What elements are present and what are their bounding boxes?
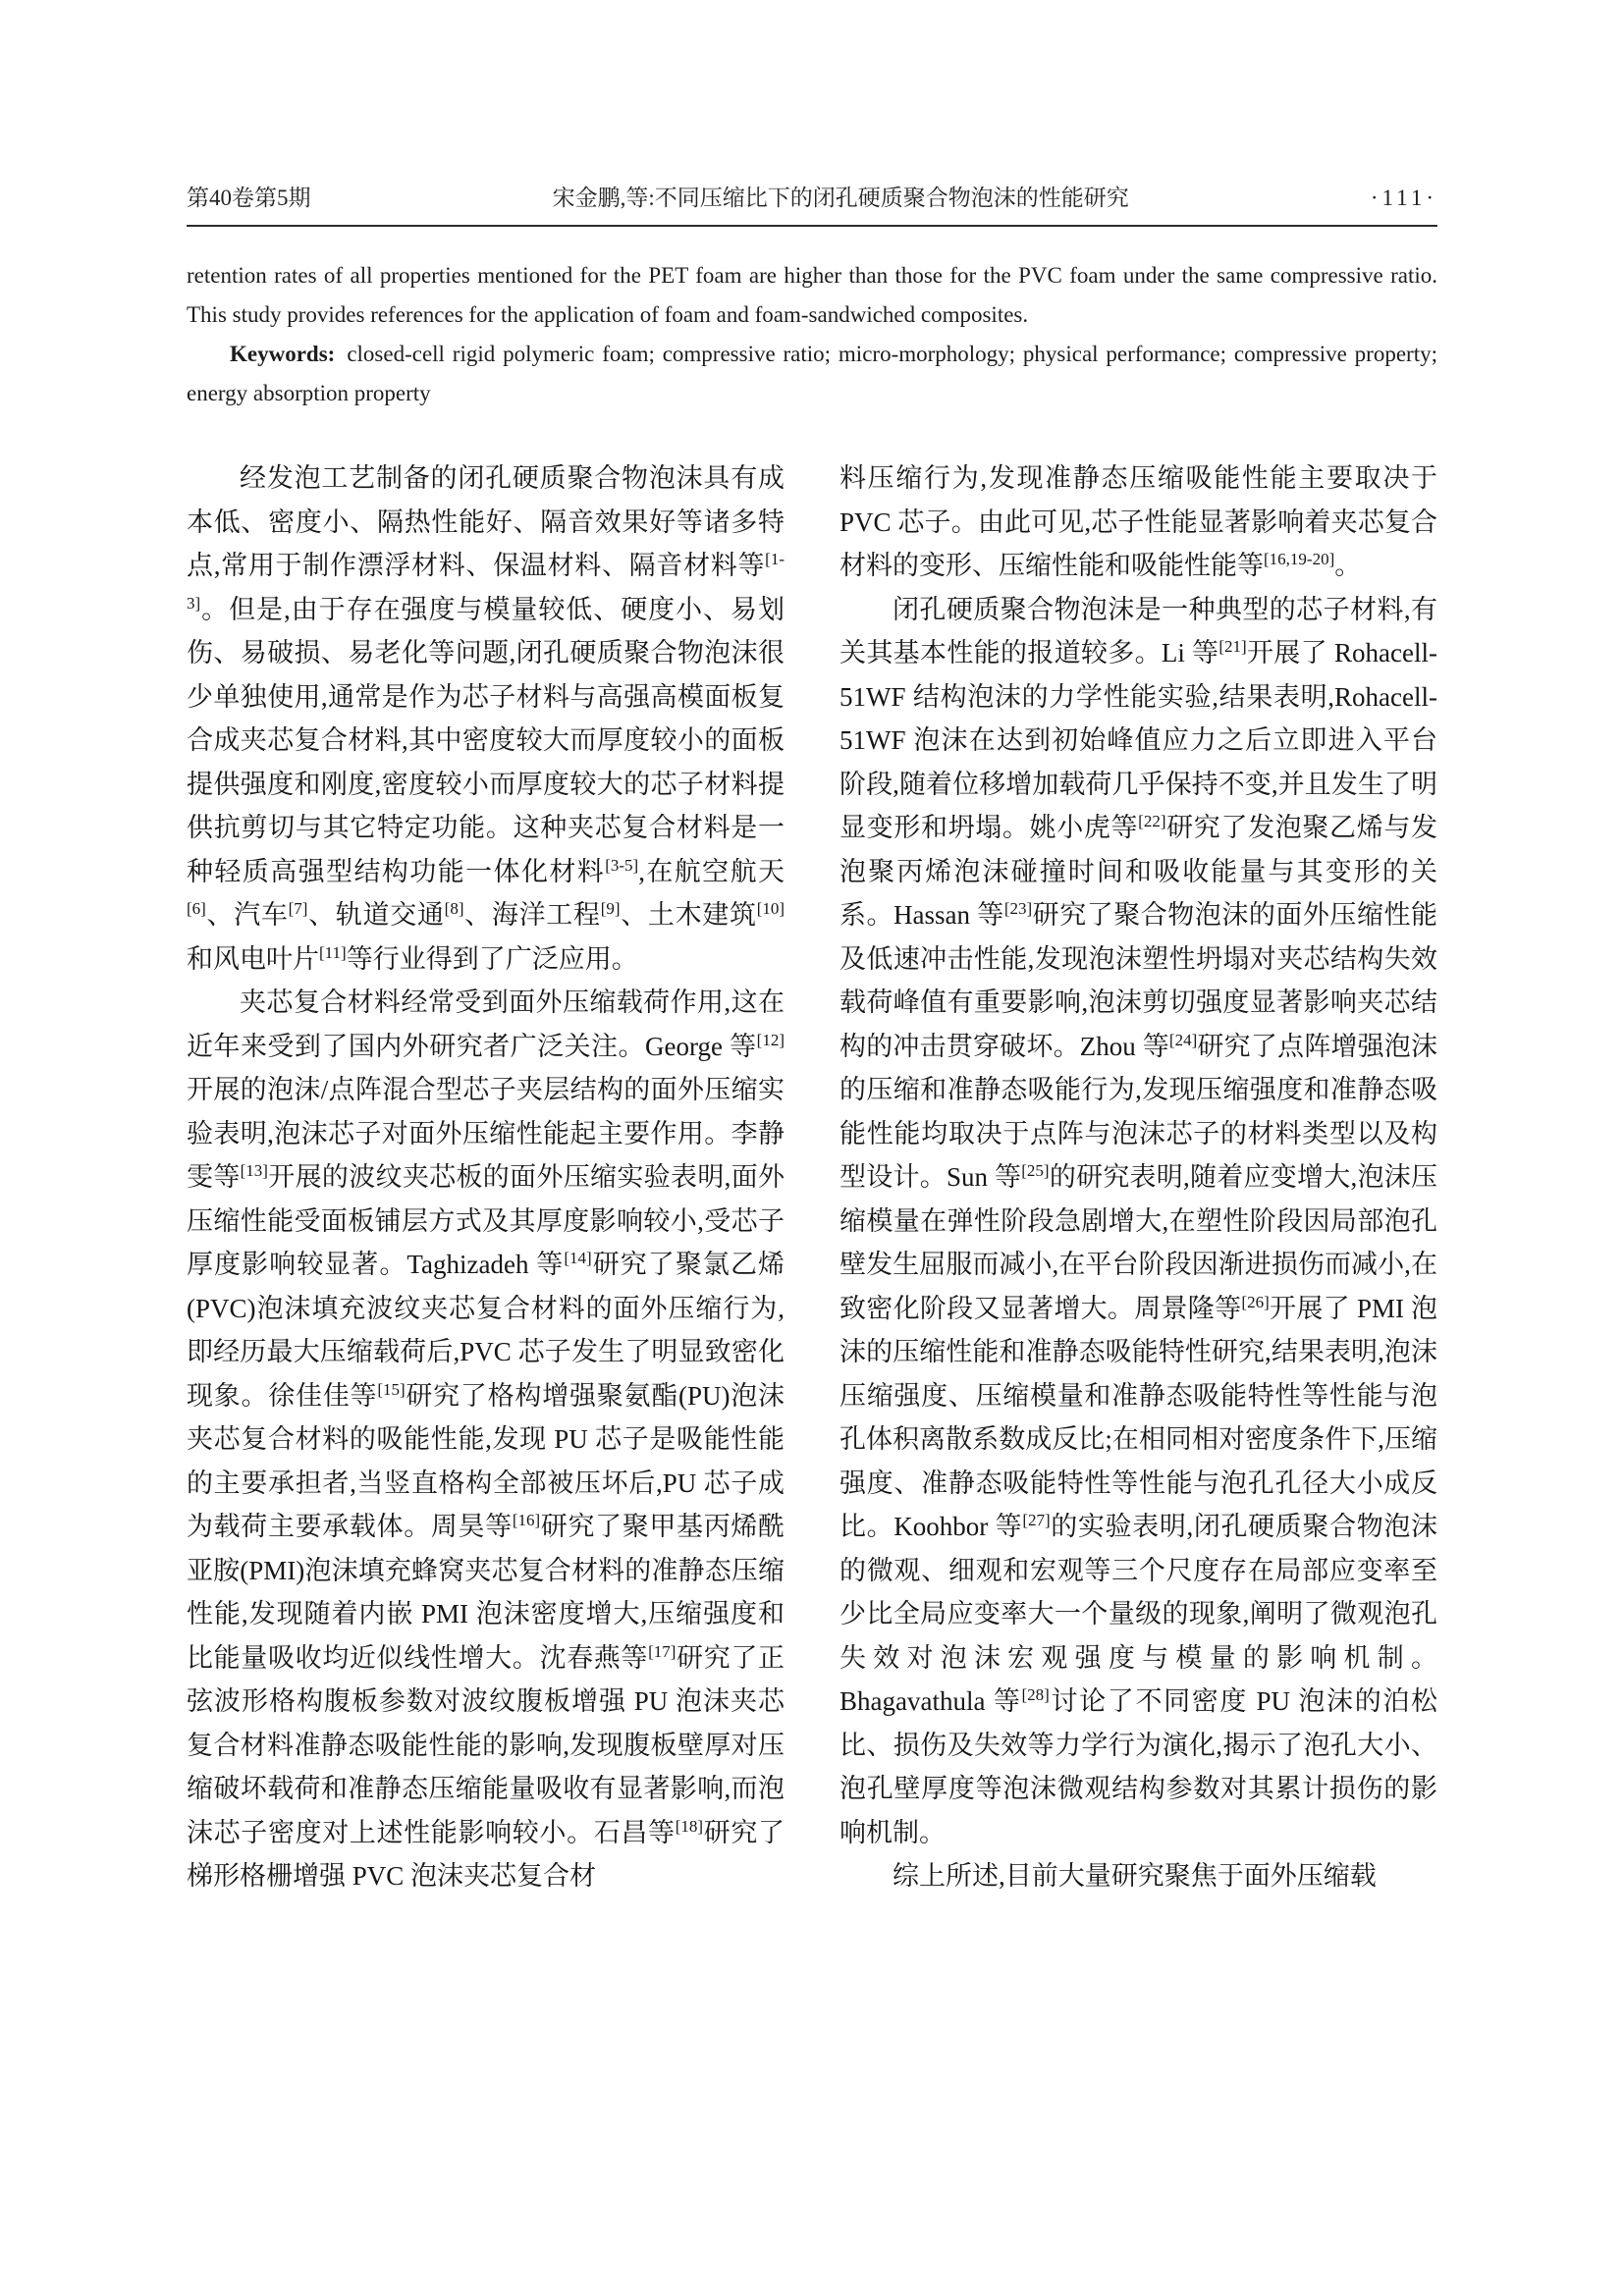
abstract-section [187, 256, 1437, 413]
citation-marker: [14] [564, 1249, 592, 1267]
keywords-label: Keywords: [230, 342, 336, 366]
citation-marker: [1-3] [187, 550, 785, 613]
header-rule [187, 225, 1437, 227]
citation-marker: [9] [600, 899, 621, 918]
body-paragraph: 夹芯复合材料经常受到面外压缩载荷作用,这在近年来受到了国内外研究者广泛关注。George 等[12]开展的泡沫/点阵混合型芯子夹层结构的面外压缩实验表明,泡沫芯子对面外压缩性能起主要作用。李静雯等[13]开展的波纹夹芯板的面外压缩实验表明,面外压缩性能受面板铺层方式及其厚度影响较小,受芯子厚度影响较显著。Taghizadeh 等[14]研究了聚氯乙烯(PVC)泡沫填充波纹夹芯复合材料的面外压缩行为,即经历最大压缩载荷后,PVC 芯子发生了明显致密化现象。徐佳佳等[15]研究了格构增强聚氨酯(PU)泡沫夹芯复合材料的吸能性能,发现 PU 芯子是吸能性能的主要承担者,当竖直格构全部被压坏后,PU 芯子成为载荷主要承载体。周昊等[16]研究了聚甲基丙烯酰亚胺(PMI)泡沫填充蜂窝夹芯复合材料的准静态压缩性能,发现随着内嵌 PMI 泡沫密度增大,压缩强度和比能量吸收均近似线性增大。沈春燕等[17]研究了正弦波形格构腹板参数对波纹腹板增强 PU 泡沫夹芯复合材料准静态吸能性能的影响,发现腹板壁厚对压缩破坏载荷和准静态压缩能量吸收有显著影响,而泡沫芯子密度对上述性能影响较小。石昌等[18]研究了梯形格栅增强 PVC 泡沫夹芯复合材 [187, 988, 785, 1891]
citation-marker: [24] [1168, 1030, 1198, 1049]
right-column [839, 456, 1437, 1898]
citation-marker: [7] [288, 899, 308, 918]
citation-marker: [18] [675, 1816, 704, 1836]
citation-marker: [15] [377, 1379, 406, 1399]
citation-marker: [25] [1021, 1161, 1050, 1180]
citation-marker: [11] [319, 942, 347, 962]
body-paragraph: 闭孔硬质聚合物泡沫是一种典型的芯子材料,有关其基本性能的报道较多。Li 等[21]开展了 Rohacell-51WF 结构泡沫的力学性能实验,结果表明,Rohacell-51WF 泡沫在达到初始峰值应力之后立即进入平台阶段,随着位移增加载荷几乎保持不变,并且发生了明显变形和坍塌。姚小虎等[22]研究了发泡聚乙烯与发泡聚丙烯泡沫碰撞时间和吸收能量与其变形的关系。Hassan 等[23]研究了聚合物泡沫的面外压缩性能及低速冲击性能,发现泡沫塑性坍塌对夹芯结构失效载荷峰值有重要影响,泡沫剪切强度显著影响夹芯结构的冲击贯穿破坏。Zhou 等[24]研究了点阵增强泡沫的压缩和准静态吸能行为,发现压缩强度和准静态吸能性能均取决于点阵与泡沫芯子的材料类型以及构型设计。Sun 等[25]的研究表明,随着应变增大,泡沫压缩模量在弹性阶段急剧增大,在塑性阶段因局部泡孔壁发生屈服而减小,在平台阶段因渐进损伤而减小,在致密化阶段又显著增大。周景隆等[26]开展了 PMI 泡沫的压缩性能和准静态吸能特性研究,结果表明,泡沫压缩强度、压缩模量和准静态吸能特性等性能与泡孔体积离散系数成反比;在相同相对密度条件下,压缩强度、准静态吸能特性等性能与泡孔孔径大小成反比。Koohbor 等[27]的实验表明,闭孔硬质聚合物泡沫的微观、细观和宏观等三个尺度存在局部应变率至少比全局应变率大一个量级的现象,阐明了微观泡孔失效对泡沫宏观强度与模量的影响机制。Bhagavathula 等[28]讨论了不同密度 PU 泡沫的泊松比、损伤及失效等力学行为演化,揭示了泡孔大小、泡孔壁厚度等泡沫微观结构参数对其累计损伤的影响机制。 [839, 594, 1438, 1847]
citation-marker: [22] [1138, 812, 1166, 830]
volume-issue: 第40卷第5期 [187, 186, 311, 210]
citation-marker: [6] [187, 899, 206, 918]
citation-marker: [28] [1021, 1685, 1050, 1704]
citation-marker: [10] [756, 899, 785, 918]
running-title: 宋金鹏,等:不同压缩比下的闭孔硬质聚合物泡沫的性能研究 [552, 186, 1129, 210]
citation-marker: [21] [1218, 637, 1247, 656]
body-paragraph: 料压缩行为,发现准静态压缩吸能性能主要取决于 PVC 芯子。由此可见,芯子性能显著影响着夹芯复合材料的变形、压缩性能和吸能性能等[16,19-20]。 [839, 463, 1437, 580]
citation-marker: [26] [1241, 1292, 1270, 1311]
page-number: ·111· [1370, 186, 1437, 210]
citation-marker: [16] [512, 1511, 541, 1529]
page-header [187, 185, 1437, 212]
abstract-continuation: retention rates of all properties mentioned for the PET foam are higher than those for the PVC foam under the same compressive ratio. This study provides references for the application of foam and foam-sandwiched composites. [187, 263, 1437, 327]
keywords-line [187, 335, 1437, 413]
keywords-text: closed-cell rigid polymeric foam; compressive ratio; micro-morphology; physical performance; compressive property; energy absorption property [187, 342, 1437, 405]
citation-marker: [12] [756, 1030, 785, 1049]
left-column [187, 456, 785, 1898]
citation-marker: [16,19-20] [1264, 550, 1335, 568]
citation-marker: [13] [240, 1161, 268, 1180]
citation-marker: [8] [444, 899, 464, 918]
citation-marker: [3-5] [605, 855, 639, 875]
article-body [187, 456, 1437, 1898]
body-paragraph: 综上所述,目前大量研究聚焦于面外压缩载 [893, 1861, 1377, 1891]
citation-marker: [23] [1003, 899, 1033, 918]
body-paragraph: 经发泡工艺制备的闭孔硬质聚合物泡沫具有成本低、密度小、隔热性能好、隔音效果好等诸多特点,常用于制作漂浮材料、保温材料、隔音材料等[1-3]。但是,由于存在强度与模量较低、硬度小、易划伤、易破损、易老化等问题,闭孔硬质聚合物泡沫很少单独使用,通常是作为芯子材料与高强高模面板复合成夹芯复合材料,其中密度较大而厚度较小的面板提供强度和刚度,密度较小而厚度较大的芯子材料提供抗剪切与其它特定功能。这种夹芯复合材料是一种轻质高强型结构功能一体化材料[3-5],在航空航天[6]、汽车[7]、轨道交通[8]、海洋工程[9]、土木建筑[10]和风电叶片[11]等行业得到了广泛应用。 [187, 463, 785, 974]
citation-marker: [27] [1022, 1511, 1051, 1529]
citation-marker: [17] [648, 1641, 677, 1661]
